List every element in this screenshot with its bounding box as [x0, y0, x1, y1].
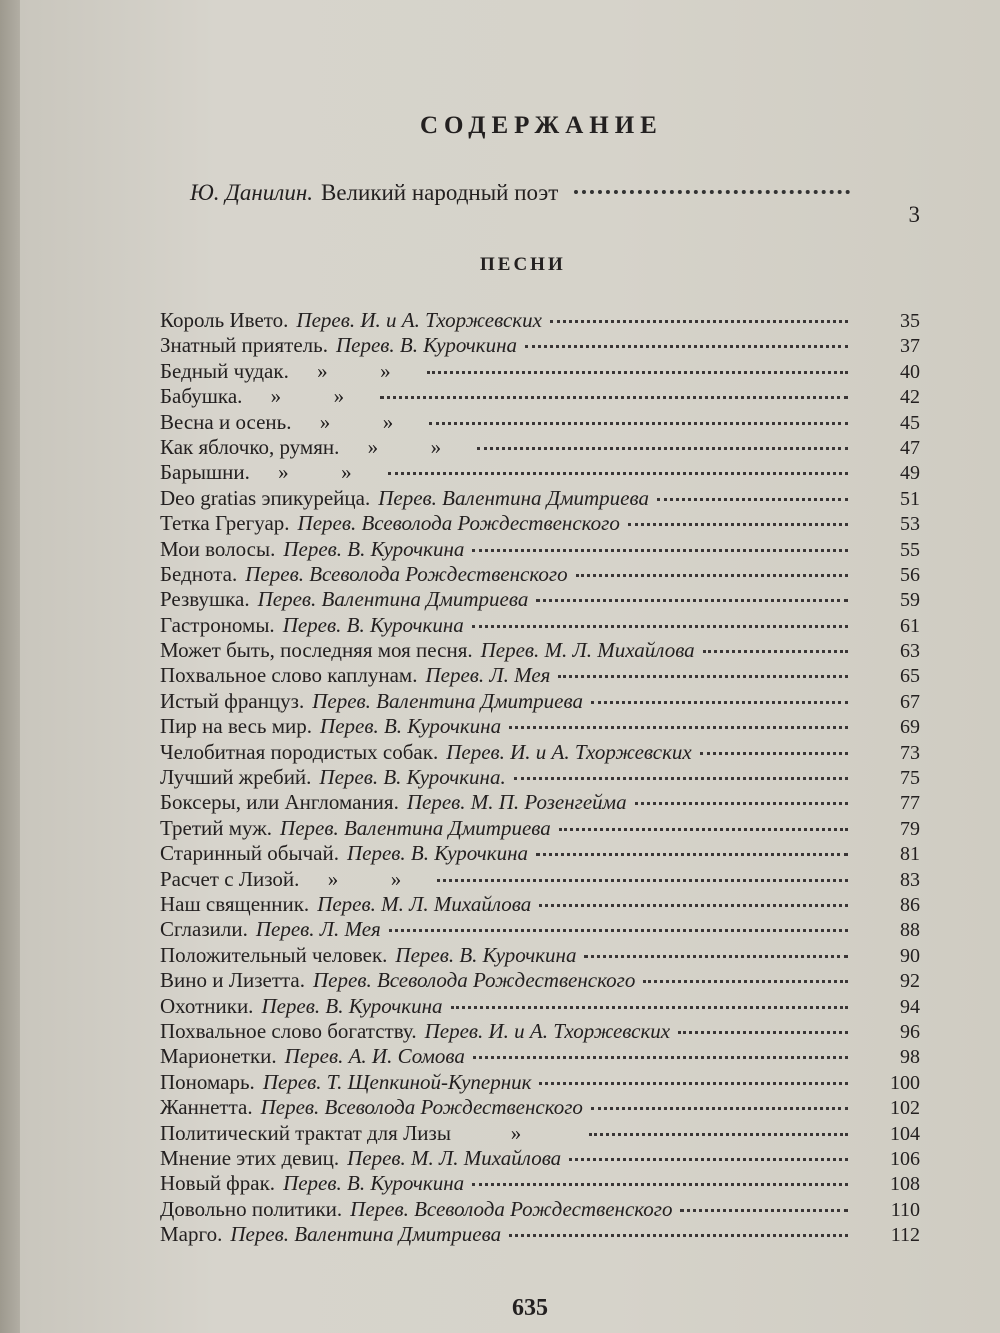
dot-leader: [584, 955, 848, 958]
entry-translator: Перев. М. Л. Михайлова: [480, 638, 695, 663]
entry-translator: Перев. М. П. Розенгейма: [406, 790, 627, 815]
entry-page-number: 75: [900, 767, 920, 790]
entry-page-number: 90: [900, 944, 920, 967]
dot-leader: [574, 190, 850, 194]
entry-translator: Перев. М. Л. Михайлова: [347, 1145, 562, 1170]
entry-page-number: 42: [900, 386, 920, 409]
dot-leader: [539, 904, 848, 907]
toc-entry: [160, 511, 920, 536]
entry-ditto-mark: » »: [270, 384, 345, 409]
entry-title: Довольно политики.: [160, 1196, 343, 1221]
entry-ditto-mark: »: [510, 1120, 522, 1145]
entry-page-number: 81: [900, 843, 920, 866]
entry-title: Охотники.: [160, 993, 254, 1018]
entry-title: Истый француз.: [160, 688, 305, 713]
dot-leader: [509, 726, 848, 729]
entry-translator: Перев. А. И. Сомова: [284, 1044, 465, 1069]
entry-title: Гастрономы.: [160, 612, 275, 637]
entry-translator: Перев. В. Курочкина: [283, 1171, 465, 1196]
toc-entry: [160, 790, 920, 815]
entry-page-number: 59: [900, 589, 920, 612]
entry-page-number: 106: [890, 1147, 920, 1170]
entry-title: Боксеры, или Англомания.: [160, 790, 399, 815]
entry-page-number: 94: [900, 995, 920, 1018]
entry-page-number: 67: [900, 690, 920, 713]
toc-entry: [160, 1019, 920, 1044]
entry-translator: Перев. В. Курочкина: [395, 942, 577, 967]
toc-entry: [160, 765, 920, 790]
entry-page-number: 51: [900, 487, 920, 510]
entry-page-number: 110: [890, 1198, 920, 1221]
entry-title: Резвушка.: [160, 587, 250, 612]
toc-entry: [160, 892, 920, 917]
dot-leader: [427, 371, 848, 374]
dot-leader: [576, 574, 848, 577]
entry-translator: Перев. Всеволода Рождественского: [245, 561, 568, 586]
entry-translator: Перев. Л. Мея: [425, 663, 551, 688]
entry-title: Тетка Грегуар.: [160, 511, 290, 536]
entry-page-number: 83: [900, 868, 920, 891]
dot-leader: [550, 320, 848, 323]
entry-page-number: 61: [900, 614, 920, 637]
entry-title: Похвальное слово богатству.: [160, 1018, 417, 1043]
dot-leader: [380, 396, 848, 399]
entry-page-number: 86: [900, 893, 920, 916]
entry-translator: Перев. Валентина Дмитриева: [280, 815, 551, 840]
dot-leader: [509, 1234, 848, 1237]
entry-title: Вино и Лизетта.: [160, 968, 306, 993]
entry-title: Челобитная породистых собак.: [160, 739, 439, 764]
toc-entry-list: [160, 308, 920, 1247]
intro-page-number: 3: [908, 202, 920, 227]
entry-page-number: 45: [900, 411, 920, 434]
toc-entry: [160, 308, 920, 333]
entry-title: Знатный приятель.: [160, 333, 328, 358]
toc-entry: [160, 816, 920, 841]
entry-page-number: 77: [900, 792, 920, 815]
entry-title: Лучший жребий.: [160, 765, 312, 790]
entry-translator: Перев. Валентина Дмитриева: [378, 485, 649, 510]
entry-translator: Перев. Валентина Дмитриева: [230, 1222, 502, 1247]
book-gutter: [0, 0, 20, 1333]
entry-translator: Перев. В. Курочкина: [320, 714, 502, 739]
entry-translator: Перев. В. Курочкина: [261, 993, 443, 1018]
entry-title: Мнение этих девиц.: [160, 1145, 340, 1170]
dot-leader: [559, 828, 848, 831]
entry-title: Третий муж.: [160, 815, 273, 840]
entry-title: Расчет с Лизой.: [160, 866, 300, 891]
dot-leader: [472, 625, 848, 628]
entry-title: Жаннетта.: [160, 1095, 253, 1120]
toc-entry: [160, 943, 920, 968]
toc-entry: [160, 613, 920, 638]
entry-translator: Перев. Л. Мея: [255, 917, 381, 942]
entry-page-number: 92: [900, 970, 920, 993]
dot-leader: [514, 777, 848, 780]
dot-leader: [657, 498, 848, 501]
dot-leader: [429, 422, 848, 425]
dot-leader: [536, 853, 848, 856]
entry-page-number: 73: [900, 741, 920, 764]
page-number: 635: [512, 1295, 548, 1321]
dot-leader: [680, 1209, 848, 1212]
toc-entry: [160, 994, 920, 1019]
dot-leader: [591, 701, 848, 704]
entry-page-number: 104: [890, 1122, 920, 1145]
entry-translator: Перев. М. Л. Михайлова: [317, 891, 532, 916]
entry-title: Положительный человек.: [160, 942, 388, 967]
entry-page-number: 102: [890, 1097, 920, 1120]
entry-title: Как яблочко, румян.: [160, 434, 340, 459]
toc-entry: [160, 1095, 920, 1120]
entry-translator: Перев. В. Курочкина: [282, 612, 464, 637]
entry-page-number: 88: [900, 919, 920, 942]
entry-page-number: 35: [900, 310, 920, 332]
dot-leader: [539, 1082, 848, 1085]
toc-entry: [160, 740, 920, 765]
entry-translator: Перев. Всеволода Рождественского: [313, 968, 636, 993]
toc-entry: [160, 714, 920, 739]
toc-entry: [160, 333, 920, 358]
entry-title: Похвальное слово каплунам.: [160, 663, 418, 688]
dot-leader: [628, 523, 848, 526]
toc-entry: [160, 1197, 920, 1222]
dot-leader: [525, 345, 848, 348]
entry-title: Пономарь.: [160, 1069, 255, 1094]
entry-title: Король Ивето.: [160, 308, 289, 332]
dot-leader: [473, 1056, 848, 1059]
entry-page-number: 40: [900, 360, 920, 383]
entry-translator: Перев. Всеволода Рождественского: [260, 1095, 583, 1120]
dot-leader: [591, 1107, 848, 1110]
dot-leader: [569, 1158, 848, 1161]
entry-translator: Перев. Валентина Дмитриева: [312, 688, 583, 713]
entry-translator: Перев. Всеволода Рождественского: [350, 1196, 673, 1221]
toc-entry: [160, 435, 920, 460]
entry-page-number: 56: [900, 563, 920, 586]
toc-entry: [160, 1171, 920, 1196]
entry-page-number: 63: [900, 640, 920, 663]
entry-translator: Перев. И. и А. Тхоржевских: [446, 739, 692, 764]
dot-leader: [589, 1133, 848, 1136]
entry-page-number: 47: [900, 436, 920, 459]
toc-entry: [160, 1146, 920, 1171]
entry-title: Марго.: [160, 1222, 223, 1247]
entry-translator: Перев. Т. Щепкиной-Куперник: [262, 1069, 532, 1094]
entry-page-number: 96: [900, 1020, 920, 1043]
dot-leader: [678, 1031, 848, 1034]
dot-leader: [477, 447, 848, 450]
toc-entry: [160, 460, 920, 485]
toc-entry: [160, 587, 920, 612]
toc-entry: [160, 410, 920, 435]
intro-author: Ю. Данилин.: [190, 180, 313, 205]
toc-entry: [160, 384, 920, 409]
entry-ditto-mark: » »: [278, 460, 352, 485]
entry-title: Мои волосы.: [160, 536, 276, 561]
entry-page-number: 53: [900, 513, 920, 536]
dot-leader: [472, 549, 848, 552]
entry-title: Марионетки.: [160, 1044, 277, 1069]
entry-translator: Перев. В. Курочкина: [283, 536, 465, 561]
toc-entry: [160, 1222, 920, 1247]
section-title: ПЕСНИ: [480, 254, 566, 275]
dot-leader: [558, 675, 848, 678]
toc-entry: [160, 562, 920, 587]
entry-ditto-mark: » »: [367, 434, 442, 459]
entry-translator: Перев. И. и А. Тхоржевских: [296, 308, 542, 332]
entry-translator: Перев. Всеволода Рождественского: [297, 511, 620, 536]
dot-leader: [703, 650, 848, 653]
entry-page-number: 100: [890, 1071, 920, 1094]
toc-entry: [160, 663, 920, 688]
entry-translator: Перев. В. Курочкина.: [319, 765, 506, 790]
entry-page-number: 112: [890, 1224, 920, 1247]
entry-page-number: 65: [900, 665, 920, 688]
entry-title: Пир на весь мир.: [160, 714, 313, 739]
entry-page-number: 108: [890, 1173, 920, 1196]
dot-leader: [437, 879, 848, 882]
toc-entry: [160, 968, 920, 993]
toc-entry: [160, 537, 920, 562]
entry-title: Сглазили.: [160, 917, 248, 942]
dot-leader: [700, 752, 848, 755]
entry-translator: Перев. И. и А. Тхоржевских: [424, 1018, 671, 1043]
entry-ditto-mark: » »: [319, 409, 394, 434]
dot-leader: [451, 1006, 849, 1009]
entry-title: Наш священник.: [160, 891, 310, 916]
toc-entry: [160, 1121, 920, 1146]
entry-page-number: 69: [900, 716, 920, 739]
toc-entry: [160, 486, 920, 511]
dot-leader: [635, 802, 848, 805]
toc-entry: [160, 917, 920, 942]
entry-title: Новый фрак.: [160, 1171, 276, 1196]
toc-entry: [160, 841, 920, 866]
entry-title: Бедный чудак.: [160, 358, 289, 383]
entry-title: Политический трактат для Лизы: [160, 1120, 451, 1145]
entry-title: Старинный обычай.: [160, 841, 339, 866]
intro-entry: [190, 180, 920, 227]
entry-title: Барышни.: [160, 460, 250, 485]
entry-page-number: 55: [900, 538, 920, 561]
entry-title: Весна и осень.: [160, 409, 292, 434]
entry-title: Может быть, последняя моя песня.: [160, 638, 473, 663]
dot-leader: [643, 980, 848, 983]
entry-translator: Перев. В. Курочкина: [346, 841, 529, 866]
dot-leader: [389, 929, 848, 932]
intro-title: Великий народный поэт: [320, 180, 559, 205]
dot-leader: [472, 1183, 848, 1186]
entry-page-number: 49: [900, 462, 920, 485]
toc-entry: [160, 1044, 920, 1069]
toc-entry: [160, 867, 920, 892]
entry-title: Беднота.: [160, 561, 238, 586]
entry-ditto-mark: » »: [327, 866, 402, 891]
entry-translator: Перев. Валентина Дмитриева: [257, 587, 529, 612]
toc-entry: [160, 1070, 920, 1095]
entry-title: Deo gratias эпикурейца.: [160, 485, 371, 510]
toc-entry: [160, 689, 920, 714]
contents-heading: СОДЕРЖАНИЕ: [420, 112, 663, 139]
entry-title: Бабушка.: [160, 384, 243, 409]
entry-page-number: 79: [900, 817, 920, 840]
entry-page-number: 37: [900, 335, 920, 358]
dot-leader: [536, 599, 848, 602]
toc-entry: [160, 638, 920, 663]
dot-leader: [388, 472, 848, 475]
entry-page-number: 98: [900, 1046, 920, 1069]
entry-translator: Перев. В. Курочкина: [336, 333, 518, 358]
toc-entry: [160, 359, 920, 384]
entry-ditto-mark: » »: [317, 358, 391, 383]
